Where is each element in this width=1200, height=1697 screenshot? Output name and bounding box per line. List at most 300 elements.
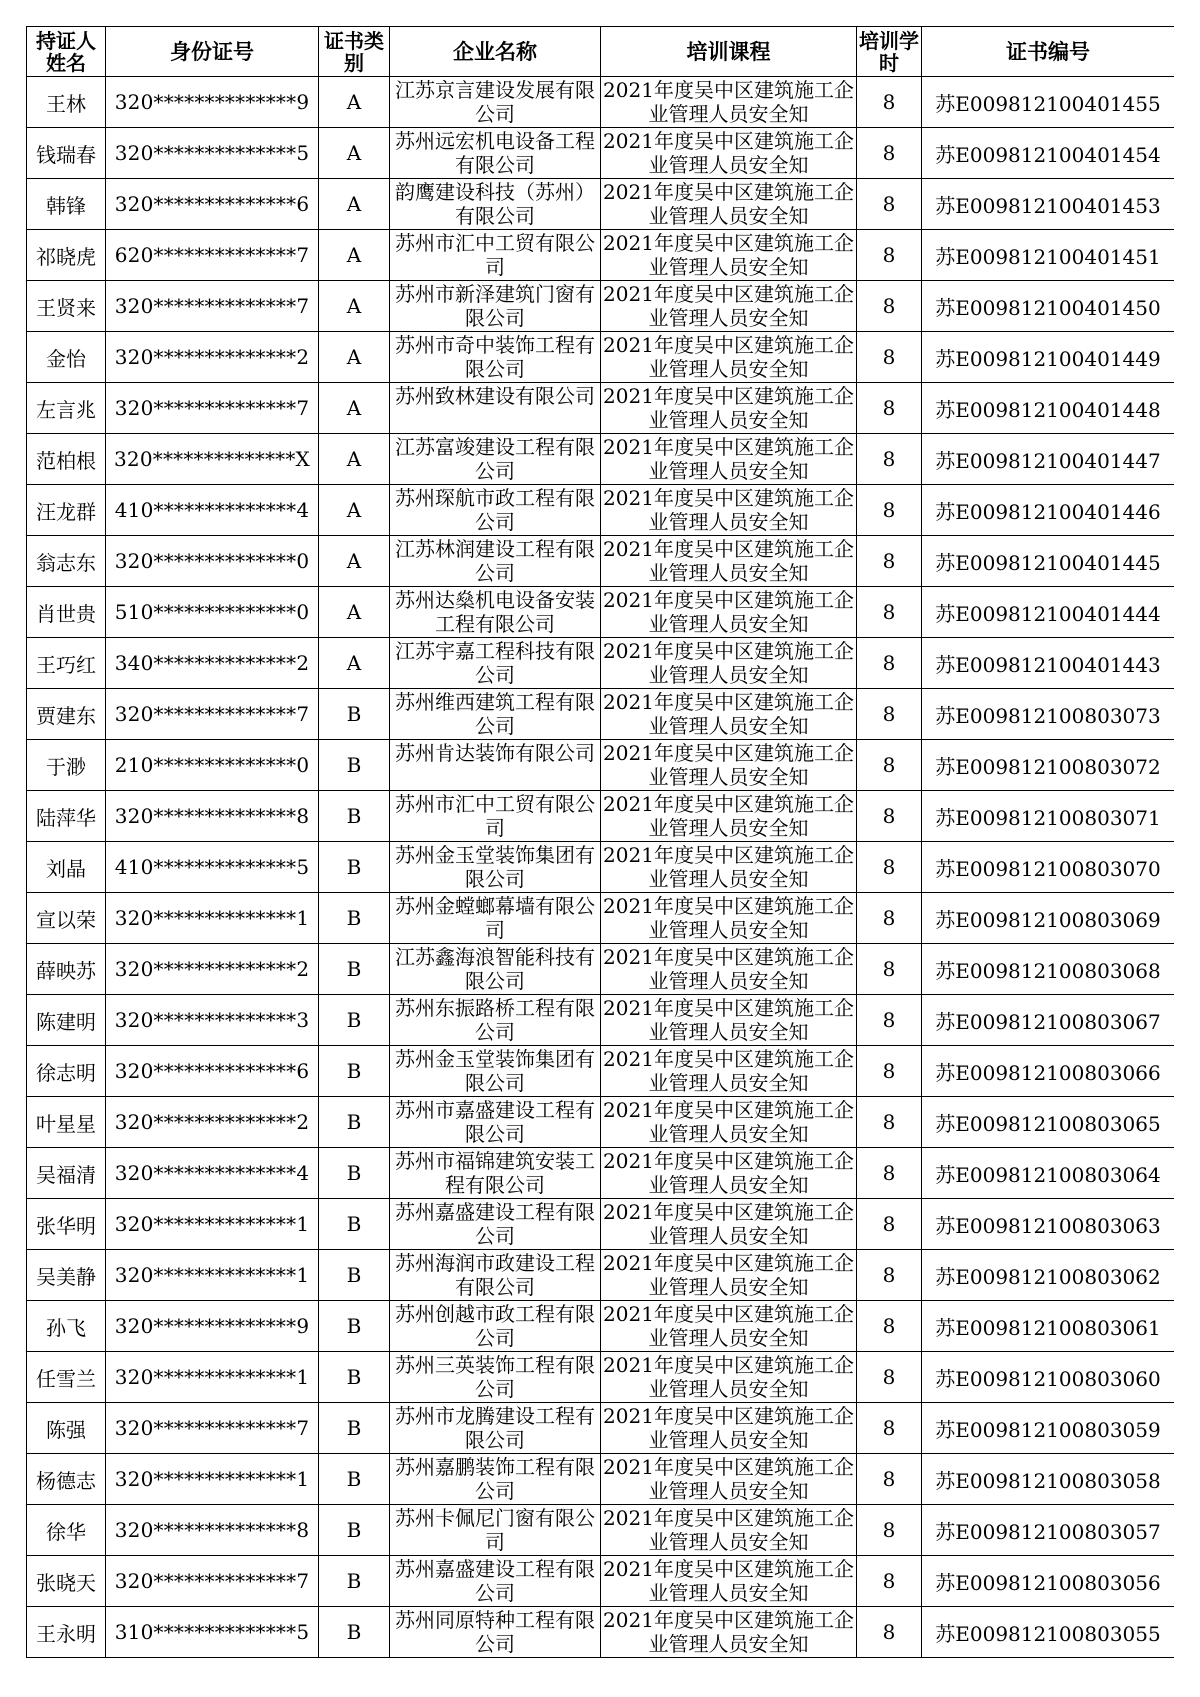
- training-hours-cell: 8: [857, 1454, 922, 1505]
- training-course-cell-text: 2021年度吴中区建筑施工企业管理人员安全知: [603, 894, 854, 942]
- company-name-cell: [390, 689, 601, 740]
- id-number-cell: 320**************5: [106, 128, 319, 179]
- id-number-cell: 320**************9: [106, 77, 319, 128]
- table-row: [27, 638, 1175, 689]
- cert-number-cell: 苏E009812100401447: [922, 434, 1175, 485]
- training-course-cell: [601, 1505, 857, 1556]
- training-course-cell: [601, 1607, 857, 1658]
- training-course-cell-text: 2021年度吴中区建筑施工企业管理人员安全知: [603, 690, 854, 738]
- id-number-cell: 320**************7: [106, 1403, 319, 1454]
- training-course-cell: [601, 485, 857, 536]
- id-number-cell: 410**************4: [106, 485, 319, 536]
- table-row: [27, 995, 1175, 1046]
- company-name-cell-text: 苏州市汇中工贸有限公司: [395, 231, 595, 279]
- table-row: [27, 1046, 1175, 1097]
- holder-name-cell: 于渺: [27, 740, 106, 791]
- cert-category-cell: A: [319, 587, 390, 638]
- cert-number-cell: 苏E009812100803072: [922, 740, 1175, 791]
- company-name-cell-text: 江苏林润建设工程有限公司: [395, 537, 595, 585]
- training-hours-cell: 8: [857, 281, 922, 332]
- table-row: [27, 1505, 1175, 1556]
- cert-number-cell: 苏E009812100803058: [922, 1454, 1175, 1505]
- header-holder-name: 持证人姓名: [27, 27, 106, 77]
- id-number-cell: 320**************9: [106, 1301, 319, 1352]
- company-name-cell-text: 苏州嘉盛建设工程有限公司: [395, 1200, 595, 1248]
- training-hours-cell: 8: [857, 230, 922, 281]
- training-hours-cell: 8: [857, 332, 922, 383]
- table-row: [27, 791, 1175, 842]
- cert-category-cell: B: [319, 1352, 390, 1403]
- table-row: [27, 740, 1175, 791]
- header-cert-number: 证书编号: [922, 27, 1175, 77]
- training-course-cell: [601, 587, 857, 638]
- cert-number-cell: 苏E009812100803066: [922, 1046, 1175, 1097]
- company-name-cell-text: 苏州市嘉盛建设工程有限公司: [395, 1098, 595, 1146]
- holder-name-cell: 徐志明: [27, 1046, 106, 1097]
- training-course-cell-text: 2021年度吴中区建筑施工企业管理人员安全知: [603, 1557, 854, 1605]
- id-number-cell: 320**************6: [106, 1046, 319, 1097]
- id-number-cell: 320**************3: [106, 995, 319, 1046]
- cert-category-cell: B: [319, 689, 390, 740]
- company-name-cell-text: 江苏鑫海浪智能科技有限公司: [395, 945, 595, 993]
- training-course-cell-text: 2021年度吴中区建筑施工企业管理人员安全知: [603, 1200, 854, 1248]
- table-row: [27, 1454, 1175, 1505]
- cert-category-cell: B: [319, 1148, 390, 1199]
- company-name-cell: [390, 1199, 601, 1250]
- training-hours-cell: 8: [857, 587, 922, 638]
- holder-name-cell: 金怡: [27, 332, 106, 383]
- holder-name-cell: 任雪兰: [27, 1352, 106, 1403]
- table-row: [27, 1352, 1175, 1403]
- training-course-cell: [601, 230, 857, 281]
- company-name-cell-text: 苏州海润市政建设工程有限公司: [395, 1251, 595, 1299]
- cert-category-cell: A: [319, 230, 390, 281]
- training-course-cell-text: 2021年度吴中区建筑施工企业管理人员安全知: [603, 180, 854, 228]
- header-id-number: 身份证号: [106, 27, 319, 77]
- company-name-cell: [390, 1097, 601, 1148]
- table-row: [27, 1097, 1175, 1148]
- company-name-cell: [390, 281, 601, 332]
- training-course-cell-text: 2021年度吴中区建筑施工企业管理人员安全知: [603, 843, 854, 891]
- holder-name-cell: 祁晓虎: [27, 230, 106, 281]
- cert-category-cell: A: [319, 485, 390, 536]
- company-name-cell-text: 苏州维西建筑工程有限公司: [395, 690, 595, 738]
- id-number-cell: 320**************2: [106, 1097, 319, 1148]
- company-name-cell-text: 苏州琛航市政工程有限公司: [395, 486, 595, 534]
- training-course-cell: [601, 791, 857, 842]
- company-name-cell-text: 苏州市福锦建筑安装工程有限公司: [395, 1149, 595, 1197]
- training-hours-cell: 8: [857, 128, 922, 179]
- cert-number-cell: 苏E009812100401450: [922, 281, 1175, 332]
- cert-number-cell: 苏E009812100803064: [922, 1148, 1175, 1199]
- company-name-cell: [390, 791, 601, 842]
- training-course-cell-text: 2021年度吴中区建筑施工企业管理人员安全知: [603, 231, 854, 279]
- company-name-cell: [390, 1454, 601, 1505]
- table-body: [27, 77, 1175, 1658]
- company-name-cell-text: 苏州嘉盛建设工程有限公司: [395, 1557, 595, 1605]
- company-name-cell-text: 苏州致林建设有限公司: [395, 384, 595, 408]
- id-number-cell: 320**************1: [106, 893, 319, 944]
- training-hours-cell: 8: [857, 1607, 922, 1658]
- id-number-cell: 320**************7: [106, 383, 319, 434]
- company-name-cell: [390, 1046, 601, 1097]
- company-name-cell: [390, 842, 601, 893]
- table-row: [27, 1556, 1175, 1607]
- cert-category-cell: B: [319, 893, 390, 944]
- id-number-cell: 320**************1: [106, 1352, 319, 1403]
- cert-number-cell: 苏E009812100803070: [922, 842, 1175, 893]
- training-hours-cell: 8: [857, 1199, 922, 1250]
- training-course-cell-text: 2021年度吴中区建筑施工企业管理人员安全知: [603, 1098, 854, 1146]
- holder-name-cell: 陈强: [27, 1403, 106, 1454]
- company-name-cell: [390, 587, 601, 638]
- cert-number-cell: 苏E009812100803067: [922, 995, 1175, 1046]
- holder-name-cell: 陈建明: [27, 995, 106, 1046]
- table-row: [27, 893, 1175, 944]
- cert-number-cell: 苏E009812100401445: [922, 536, 1175, 587]
- cert-category-cell: B: [319, 791, 390, 842]
- company-name-cell-text: 江苏京言建设发展有限公司: [395, 78, 595, 126]
- training-course-cell-text: 2021年度吴中区建筑施工企业管理人员安全知: [603, 1353, 854, 1401]
- company-name-cell: [390, 1556, 601, 1607]
- training-hours-cell: 8: [857, 485, 922, 536]
- company-name-cell-text: 苏州三英装饰工程有限公司: [395, 1353, 595, 1401]
- table-row: [27, 689, 1175, 740]
- company-name-cell: [390, 230, 601, 281]
- company-name-cell: [390, 383, 601, 434]
- holder-name-cell: 张华明: [27, 1199, 106, 1250]
- training-hours-cell: 8: [857, 1097, 922, 1148]
- id-number-cell: 320**************7: [106, 1556, 319, 1607]
- table-row: [27, 1199, 1175, 1250]
- cert-category-cell: A: [319, 77, 390, 128]
- cert-number-cell: 苏E009812100803056: [922, 1556, 1175, 1607]
- holder-name-cell: 左言兆: [27, 383, 106, 434]
- table-row: [27, 230, 1175, 281]
- cert-category-cell: B: [319, 1505, 390, 1556]
- training-course-cell: [601, 1097, 857, 1148]
- cert-number-cell: 苏E009812100401454: [922, 128, 1175, 179]
- document-page: [26, 26, 1174, 1659]
- training-course-cell: [601, 1046, 857, 1097]
- holder-name-cell: 钱瑞春: [27, 128, 106, 179]
- table-row: [27, 1403, 1175, 1454]
- training-hours-cell: 8: [857, 689, 922, 740]
- training-course-cell-text: 2021年度吴中区建筑施工企业管理人员安全知: [603, 1302, 854, 1350]
- holder-name-cell: 王巧红: [27, 638, 106, 689]
- training-hours-cell: 8: [857, 383, 922, 434]
- holder-name-cell: 吴美静: [27, 1250, 106, 1301]
- table-row: [27, 77, 1175, 128]
- company-name-cell: [390, 995, 601, 1046]
- company-name-cell-text: 苏州创越市政工程有限公司: [395, 1302, 595, 1350]
- header-company: 企业名称: [390, 27, 601, 77]
- id-number-cell: 320**************6: [106, 179, 319, 230]
- cert-number-cell: 苏E009812100803055: [922, 1607, 1175, 1658]
- training-hours-cell: 8: [857, 944, 922, 995]
- cert-category-cell: B: [319, 1199, 390, 1250]
- cert-number-cell: 苏E009812100803069: [922, 893, 1175, 944]
- table-row: [27, 179, 1175, 230]
- certificate-holder-table: [26, 26, 1174, 1658]
- training-course-cell: [601, 1352, 857, 1403]
- company-name-cell-text: 苏州卡佩尼门窗有限公司: [395, 1506, 595, 1554]
- table-row: [27, 1607, 1175, 1658]
- cert-number-cell: 苏E009812100803061: [922, 1301, 1175, 1352]
- cert-number-cell: 苏E009812100803071: [922, 791, 1175, 842]
- cert-category-cell: B: [319, 1556, 390, 1607]
- company-name-cell: [390, 1148, 601, 1199]
- training-course-cell: [601, 536, 857, 587]
- training-course-cell: [601, 1454, 857, 1505]
- cert-category-cell: B: [319, 1403, 390, 1454]
- training-course-cell-text: 2021年度吴中区建筑施工企业管理人员安全知: [603, 333, 854, 381]
- cert-number-cell: 苏E009812100401455: [922, 77, 1175, 128]
- training-course-cell: [601, 128, 857, 179]
- table-row: [27, 332, 1175, 383]
- training-hours-cell: 8: [857, 179, 922, 230]
- cert-number-cell: 苏E009812100803065: [922, 1097, 1175, 1148]
- training-course-cell: [601, 689, 857, 740]
- id-number-cell: 320**************8: [106, 1505, 319, 1556]
- training-hours-cell: 8: [857, 77, 922, 128]
- holder-name-cell: 贾建东: [27, 689, 106, 740]
- training-hours-cell: 8: [857, 1505, 922, 1556]
- training-course-cell: [601, 332, 857, 383]
- company-name-cell: [390, 893, 601, 944]
- holder-name-cell: 汪龙群: [27, 485, 106, 536]
- cert-category-cell: B: [319, 740, 390, 791]
- company-name-cell: [390, 1352, 601, 1403]
- id-number-cell: 620**************7: [106, 230, 319, 281]
- header-cert-category: 证书类别: [319, 27, 390, 77]
- company-name-cell-text: 苏州远宏机电设备工程有限公司: [395, 129, 595, 177]
- id-number-cell: 510**************0: [106, 587, 319, 638]
- id-number-cell: 320**************1: [106, 1199, 319, 1250]
- holder-name-cell: 杨德志: [27, 1454, 106, 1505]
- training-course-cell-text: 2021年度吴中区建筑施工企业管理人员安全知: [603, 129, 854, 177]
- company-name-cell-text: 江苏宇嘉工程科技有限公司: [395, 639, 595, 687]
- training-course-cell: [601, 944, 857, 995]
- table-row: [27, 281, 1175, 332]
- training-hours-cell: 8: [857, 995, 922, 1046]
- table-row: [27, 434, 1175, 485]
- holder-name-cell: 肖世贵: [27, 587, 106, 638]
- holder-name-cell: 宣以荣: [27, 893, 106, 944]
- training-course-cell: [601, 281, 857, 332]
- company-name-cell-text: 苏州肯达装饰有限公司: [395, 741, 595, 765]
- training-course-cell: [601, 1250, 857, 1301]
- training-course-cell-text: 2021年度吴中区建筑施工企业管理人员安全知: [603, 741, 854, 789]
- company-name-cell-text: 苏州金螳螂幕墙有限公司: [395, 894, 595, 942]
- training-hours-cell: 8: [857, 1352, 922, 1403]
- header-hours: 培训学时: [857, 27, 922, 77]
- training-course-cell-text: 2021年度吴中区建筑施工企业管理人员安全知: [603, 435, 854, 483]
- cert-category-cell: A: [319, 434, 390, 485]
- table-row: [27, 944, 1175, 995]
- cert-category-cell: B: [319, 995, 390, 1046]
- training-course-cell-text: 2021年度吴中区建筑施工企业管理人员安全知: [603, 588, 854, 636]
- training-hours-cell: 8: [857, 434, 922, 485]
- cert-number-cell: 苏E009812100803068: [922, 944, 1175, 995]
- cert-number-cell: 苏E009812100401453: [922, 179, 1175, 230]
- company-name-cell: [390, 1607, 601, 1658]
- holder-name-cell: 韩锋: [27, 179, 106, 230]
- training-course-cell: [601, 1148, 857, 1199]
- training-course-cell-text: 2021年度吴中区建筑施工企业管理人员安全知: [603, 1506, 854, 1554]
- training-course-cell-text: 2021年度吴中区建筑施工企业管理人员安全知: [603, 78, 854, 126]
- company-name-cell: [390, 179, 601, 230]
- table-header: [27, 27, 1175, 77]
- company-name-cell: [390, 434, 601, 485]
- cert-category-cell: B: [319, 1046, 390, 1097]
- company-name-cell-text: 苏州市龙腾建设工程有限公司: [395, 1404, 595, 1452]
- cert-category-cell: A: [319, 128, 390, 179]
- training-hours-cell: 8: [857, 740, 922, 791]
- cert-category-cell: A: [319, 383, 390, 434]
- training-course-cell: [601, 179, 857, 230]
- id-number-cell: 210**************0: [106, 740, 319, 791]
- cert-category-cell: A: [319, 332, 390, 383]
- id-number-cell: 320**************7: [106, 689, 319, 740]
- training-course-cell-text: 2021年度吴中区建筑施工企业管理人员安全知: [603, 996, 854, 1044]
- training-course-cell-text: 2021年度吴中区建筑施工企业管理人员安全知: [603, 1149, 854, 1197]
- cert-category-cell: A: [319, 536, 390, 587]
- training-course-cell: [601, 1556, 857, 1607]
- holder-name-cell: 王林: [27, 77, 106, 128]
- cert-number-cell: 苏E009812100401446: [922, 485, 1175, 536]
- training-course-cell-text: 2021年度吴中区建筑施工企业管理人员安全知: [603, 384, 854, 432]
- table-row: [27, 842, 1175, 893]
- cert-number-cell: 苏E009812100401451: [922, 230, 1175, 281]
- training-course-cell-text: 2021年度吴中区建筑施工企业管理人员安全知: [603, 1404, 854, 1452]
- training-course-cell: [601, 842, 857, 893]
- holder-name-cell: 叶星星: [27, 1097, 106, 1148]
- company-name-cell-text: 苏州同原特种工程有限公司: [395, 1608, 595, 1656]
- id-number-cell: 320**************8: [106, 791, 319, 842]
- cert-category-cell: B: [319, 1250, 390, 1301]
- cert-category-cell: A: [319, 638, 390, 689]
- training-course-cell-text: 2021年度吴中区建筑施工企业管理人员安全知: [603, 282, 854, 330]
- training-course-cell-text: 2021年度吴中区建筑施工企业管理人员安全知: [603, 1608, 854, 1656]
- holder-name-cell: 王贤来: [27, 281, 106, 332]
- cert-category-cell: B: [319, 1097, 390, 1148]
- training-course-cell: [601, 995, 857, 1046]
- table-row: [27, 128, 1175, 179]
- company-name-cell: [390, 332, 601, 383]
- training-course-cell: [601, 1199, 857, 1250]
- holder-name-cell: 范柏根: [27, 434, 106, 485]
- training-hours-cell: 8: [857, 1250, 922, 1301]
- training-hours-cell: 8: [857, 536, 922, 587]
- company-name-cell: [390, 485, 601, 536]
- table-row: [27, 1250, 1175, 1301]
- id-number-cell: 320**************7: [106, 281, 319, 332]
- training-course-cell-text: 2021年度吴中区建筑施工企业管理人员安全知: [603, 1047, 854, 1095]
- company-name-cell: [390, 944, 601, 995]
- training-hours-cell: 8: [857, 893, 922, 944]
- training-course-cell-text: 2021年度吴中区建筑施工企业管理人员安全知: [603, 792, 854, 840]
- company-name-cell-text: 苏州达燊机电设备安装工程有限公司: [395, 588, 595, 636]
- holder-name-cell: 刘晶: [27, 842, 106, 893]
- cert-number-cell: 苏E009812100401449: [922, 332, 1175, 383]
- holder-name-cell: 王永明: [27, 1607, 106, 1658]
- company-name-cell: [390, 77, 601, 128]
- cert-category-cell: A: [319, 179, 390, 230]
- training-course-cell-text: 2021年度吴中区建筑施工企业管理人员安全知: [603, 486, 854, 534]
- cert-category-cell: B: [319, 842, 390, 893]
- training-course-cell-text: 2021年度吴中区建筑施工企业管理人员安全知: [603, 537, 854, 585]
- id-number-cell: 320**************4: [106, 1148, 319, 1199]
- table-row: [27, 485, 1175, 536]
- cert-number-cell: 苏E009812100803062: [922, 1250, 1175, 1301]
- company-name-cell-text: 江苏富竣建设工程有限公司: [395, 435, 595, 483]
- training-course-cell-text: 2021年度吴中区建筑施工企业管理人员安全知: [603, 639, 854, 687]
- company-name-cell: [390, 1250, 601, 1301]
- cert-number-cell: 苏E009812100803063: [922, 1199, 1175, 1250]
- table-row: [27, 1301, 1175, 1352]
- holder-name-cell: 陆萍华: [27, 791, 106, 842]
- id-number-cell: 320**************2: [106, 944, 319, 995]
- cert-category-cell: B: [319, 1301, 390, 1352]
- table-row: [27, 383, 1175, 434]
- cert-category-cell: B: [319, 1454, 390, 1505]
- company-name-cell-text: 苏州市奇中装饰工程有限公司: [395, 333, 595, 381]
- id-number-cell: 310**************5: [106, 1607, 319, 1658]
- table-row: [27, 536, 1175, 587]
- training-course-cell: [601, 434, 857, 485]
- holder-name-cell: 张晓天: [27, 1556, 106, 1607]
- holder-name-cell: 徐华: [27, 1505, 106, 1556]
- table-row: [27, 1148, 1175, 1199]
- company-name-cell: [390, 1505, 601, 1556]
- id-number-cell: 410**************5: [106, 842, 319, 893]
- id-number-cell: 320**************X: [106, 434, 319, 485]
- cert-number-cell: 苏E009812100803060: [922, 1352, 1175, 1403]
- company-name-cell: [390, 638, 601, 689]
- company-name-cell-text: 苏州金玉堂装饰集团有限公司: [395, 1047, 595, 1095]
- company-name-cell: [390, 536, 601, 587]
- company-name-cell-text: 韵鹰建设科技（苏州）有限公司: [395, 180, 595, 228]
- id-number-cell: 340**************2: [106, 638, 319, 689]
- id-number-cell: 320**************2: [106, 332, 319, 383]
- training-course-cell: [601, 893, 857, 944]
- training-hours-cell: 8: [857, 1301, 922, 1352]
- cert-number-cell: 苏E009812100401448: [922, 383, 1175, 434]
- training-hours-cell: 8: [857, 842, 922, 893]
- id-number-cell: 320**************0: [106, 536, 319, 587]
- training-course-cell: [601, 740, 857, 791]
- training-hours-cell: 8: [857, 1403, 922, 1454]
- cert-number-cell: 苏E009812100401444: [922, 587, 1175, 638]
- id-number-cell: 320**************1: [106, 1250, 319, 1301]
- cert-number-cell: 苏E009812100803057: [922, 1505, 1175, 1556]
- training-course-cell: [601, 1301, 857, 1352]
- training-course-cell-text: 2021年度吴中区建筑施工企业管理人员安全知: [603, 1251, 854, 1299]
- company-name-cell-text: 苏州金玉堂装饰集团有限公司: [395, 843, 595, 891]
- training-course-cell: [601, 77, 857, 128]
- id-number-cell: 320**************1: [106, 1454, 319, 1505]
- training-hours-cell: 8: [857, 638, 922, 689]
- company-name-cell-text: 苏州东振路桥工程有限公司: [395, 996, 595, 1044]
- training-hours-cell: 8: [857, 1046, 922, 1097]
- company-name-cell-text: 苏州市汇中工贸有限公司: [395, 792, 595, 840]
- holder-name-cell: 孙飞: [27, 1301, 106, 1352]
- training-course-cell: [601, 638, 857, 689]
- training-course-cell: [601, 1403, 857, 1454]
- company-name-cell: [390, 1301, 601, 1352]
- training-hours-cell: 8: [857, 1556, 922, 1607]
